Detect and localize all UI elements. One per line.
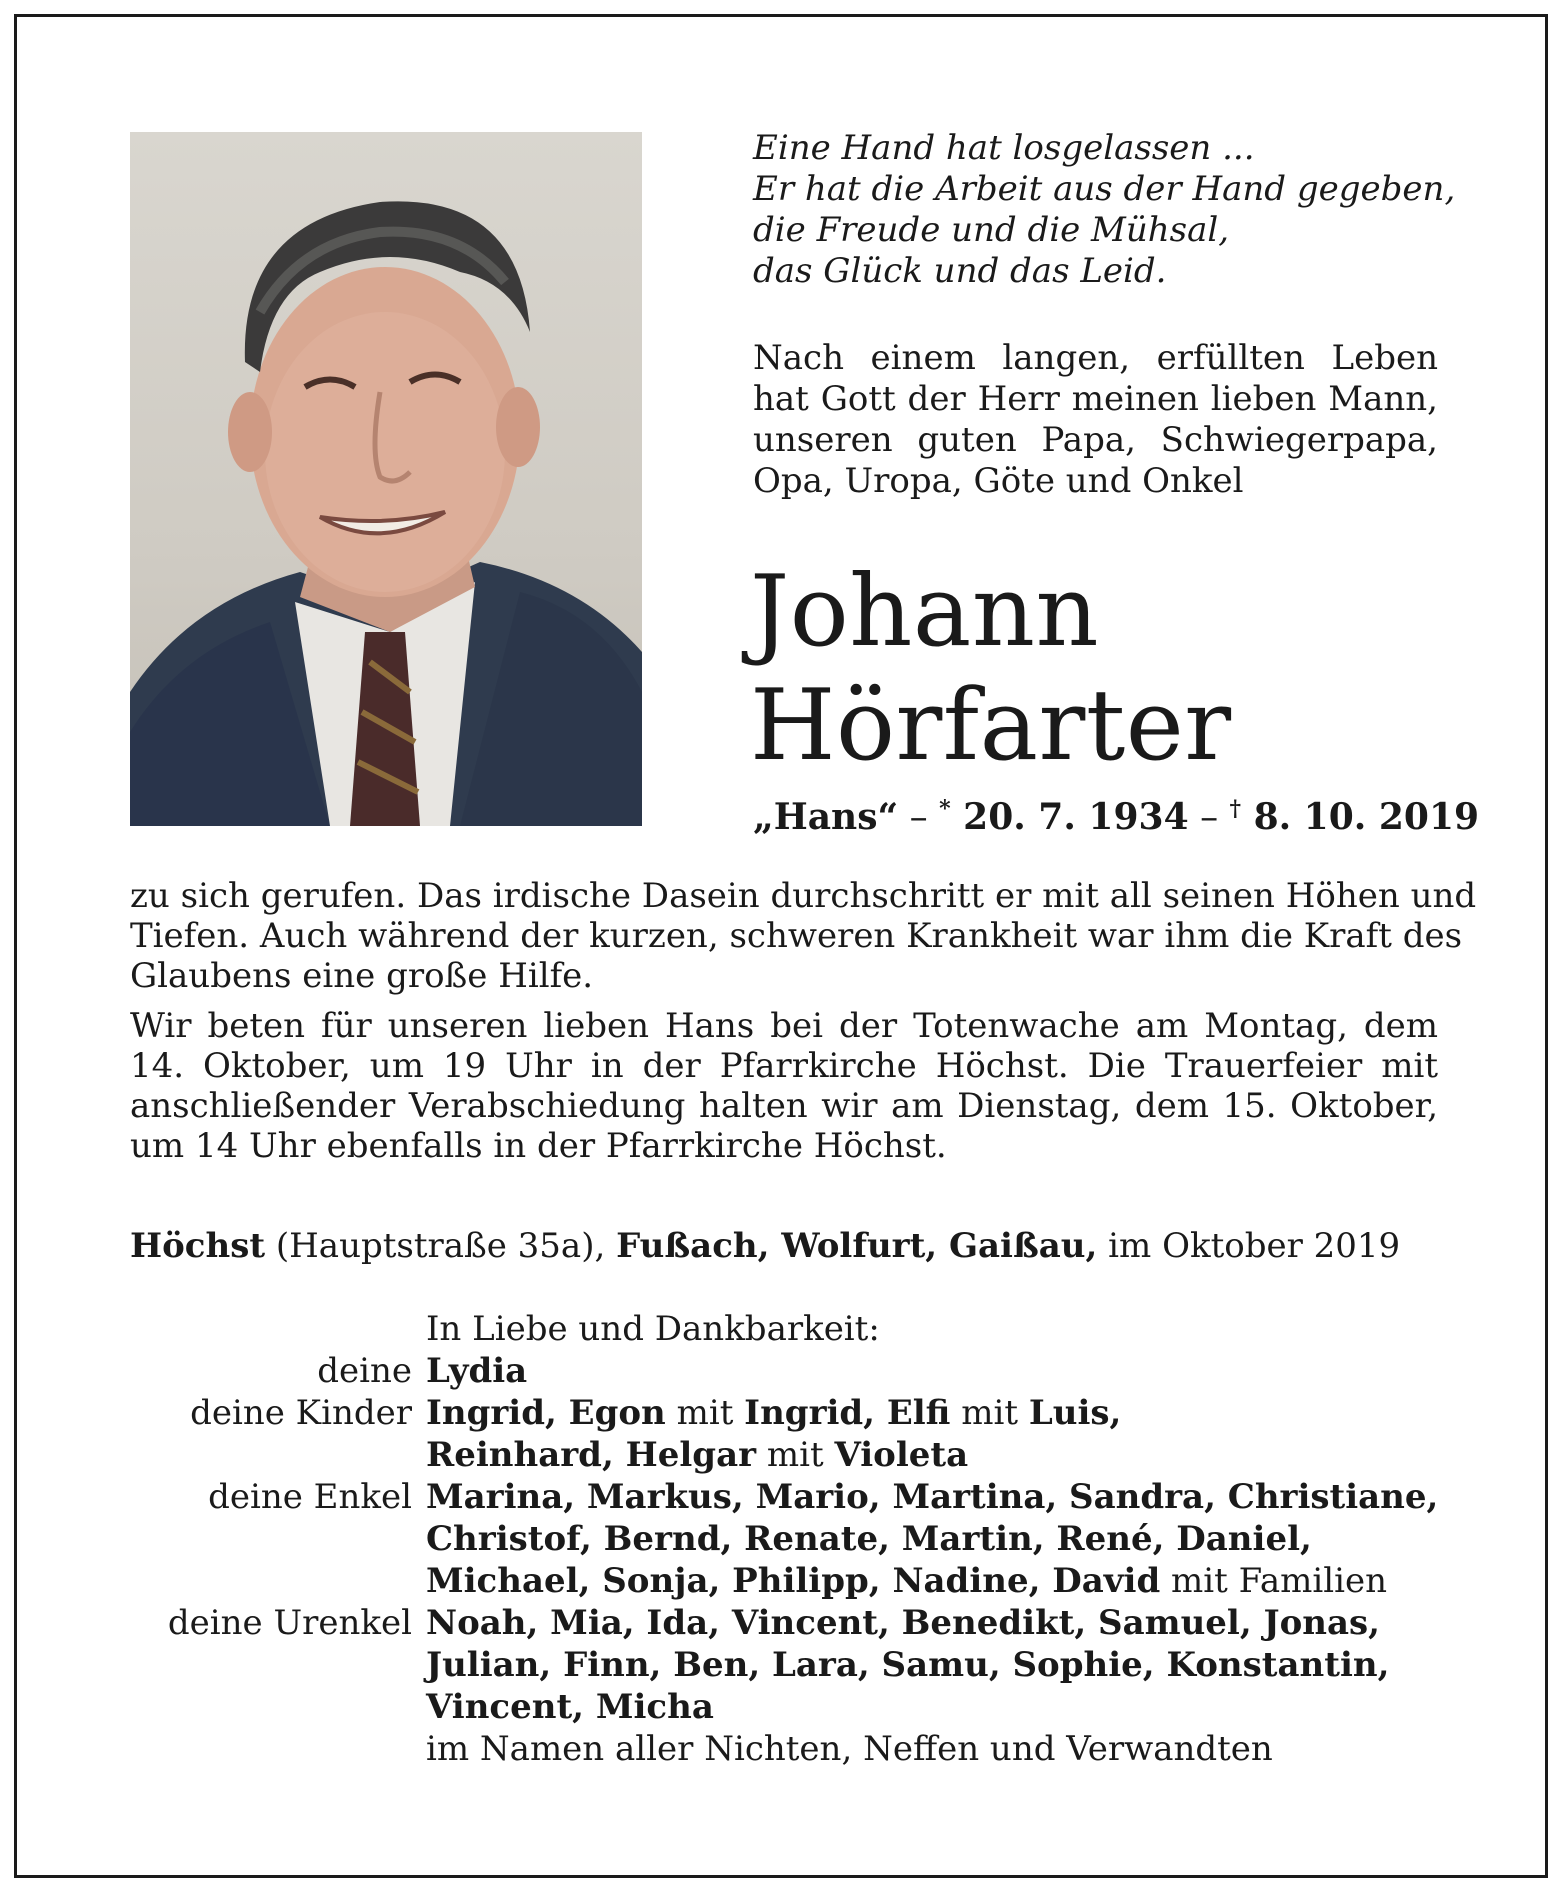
- town-hoechst: Höchst: [130, 1226, 266, 1266]
- separator: –: [1188, 797, 1230, 838]
- poem-line: das Glück und das Leid.: [753, 251, 1167, 291]
- grandchildren-row-3: [130, 1560, 1450, 1602]
- mourners-heading-row: [130, 1308, 1450, 1350]
- birth-date: 20. 7. 1934: [950, 796, 1189, 838]
- places-line: [130, 1226, 1400, 1266]
- children-row-2: [130, 1434, 1450, 1476]
- mit-word: mit: [756, 1435, 835, 1475]
- empty-label: [130, 1518, 426, 1560]
- children-names: Violeta: [834, 1435, 969, 1475]
- intro-line: Opa, Uropa, Göte und Onkel: [753, 461, 1244, 501]
- address: (Hauptstraße 35a),: [265, 1226, 617, 1266]
- children-names: Ingrid, Egon: [426, 1393, 666, 1433]
- portrait-photo: [130, 132, 642, 826]
- text-line: Wir beten für unseren lieben Hans bei der Totenwache am Montag, dem: [130, 1006, 1438, 1046]
- great-grandchildren-label: deine Urenkel: [167, 1603, 412, 1643]
- first-name: Johann: [750, 555, 1100, 669]
- mit-word: mit: [950, 1393, 1029, 1433]
- poem: [753, 128, 1456, 292]
- grandchildren-label: deine Enkel: [208, 1477, 412, 1517]
- grandchildren-row-2: [130, 1518, 1450, 1560]
- separator: –: [898, 797, 940, 838]
- portrait-illustration: [130, 132, 642, 826]
- mourners-heading: In Liebe und Dankbarkeit:: [426, 1309, 880, 1349]
- intro-line: Nach einem langen, erfüllten Leben: [753, 338, 1438, 378]
- place-date: im Oktober 2019: [1097, 1226, 1401, 1266]
- empty-label: [130, 1308, 426, 1350]
- intro-text: [753, 338, 1438, 502]
- children-names: Luis,: [1028, 1393, 1122, 1433]
- great-grandchildren-names: Vincent, Micha: [426, 1687, 714, 1727]
- body-text: [130, 876, 1477, 1176]
- grandchildren-names: Marina, Markus, Mario, Martina, Sandra, Christiane,: [426, 1477, 1439, 1517]
- intro-line: unseren guten Papa, Schwiegerpapa,: [753, 420, 1438, 460]
- death-symbol: †: [1229, 796, 1242, 822]
- birth-symbol: *: [939, 796, 951, 822]
- poem-line: Eine Hand hat losgelassen ...: [753, 128, 1255, 168]
- families-suffix: mit Familien: [1160, 1561, 1388, 1601]
- empty-label: [130, 1644, 426, 1686]
- deceased-name: [750, 555, 1232, 783]
- mit-word: mit: [665, 1393, 745, 1433]
- empty-label: [130, 1686, 426, 1728]
- text-line: 14. Oktober, um 19 Uhr in der Pfarrkirche Höchst. Die Trauerfeier mit: [130, 1046, 1438, 1086]
- children-label: deine Kinder: [190, 1393, 412, 1433]
- text-line: anschließender Verabschiedung halten wir am Dienstag, dem 15. Oktober,: [130, 1086, 1438, 1126]
- last-name: Hörfarter: [750, 669, 1232, 783]
- great-grandchildren-names: Noah, Mia, Ida, Vincent, Benedikt, Samuel, Jonas,: [426, 1603, 1381, 1643]
- text-line: um 14 Uhr ebenfalls in der Pfarrkirche Höchst.: [130, 1126, 947, 1166]
- grandchildren-row: [130, 1476, 1450, 1518]
- empty-label: [130, 1560, 426, 1602]
- great-grandchildren-row-3: [130, 1686, 1450, 1728]
- nickname: „Hans“: [753, 796, 899, 838]
- closing-text: im Namen aller Nichten, Neffen und Verwandten: [426, 1729, 1273, 1769]
- children-names: Reinhard, Helgar: [426, 1435, 757, 1475]
- paragraph-life: [130, 876, 1477, 996]
- grandchildren-names: Christof, Bernd, Renate, Martin, René, Daniel,: [426, 1519, 1312, 1559]
- wife-row: [130, 1350, 1450, 1392]
- great-grandchildren-names: Julian, Finn, Ben, Lara, Samu, Sophie, Konstantin,: [426, 1645, 1390, 1685]
- great-grandchildren-row-2: [130, 1644, 1450, 1686]
- wife-label: deine: [317, 1351, 412, 1391]
- other-towns: Fußach, Wolfurt, Gaißau,: [616, 1226, 1098, 1266]
- great-grandchildren-row: [130, 1602, 1450, 1644]
- poem-line: Er hat die Arbeit aus der Hand gegeben,: [753, 169, 1456, 209]
- grandchildren-names: Michael, Sonja, Philipp, Nadine, David: [426, 1561, 1161, 1601]
- empty-label: [130, 1728, 426, 1770]
- children-names: Ingrid, Elfi: [744, 1393, 951, 1433]
- death-date: 8. 10. 2019: [1241, 796, 1480, 838]
- mourners-list: [130, 1308, 1450, 1770]
- wife-name: Lydia: [426, 1351, 528, 1391]
- poem-line: die Freude und die Mühsal,: [753, 210, 1230, 250]
- closing-row: [130, 1728, 1450, 1770]
- children-row: [130, 1392, 1450, 1434]
- life-dates: [753, 796, 1479, 838]
- intro-line: hat Gott der Herr meinen lieben Mann,: [753, 379, 1438, 419]
- paragraph-services: [130, 1006, 1438, 1166]
- empty-label: [130, 1434, 426, 1476]
- text-line: Tiefen. Auch während der kurzen, schweren Krankheit war ihm die Kraft des: [130, 916, 1463, 956]
- text-line: zu sich gerufen. Das irdische Dasein durchschritt er mit all seinen Höhen und: [130, 876, 1477, 916]
- text-line: Glaubens eine große Hilfe.: [130, 956, 594, 996]
